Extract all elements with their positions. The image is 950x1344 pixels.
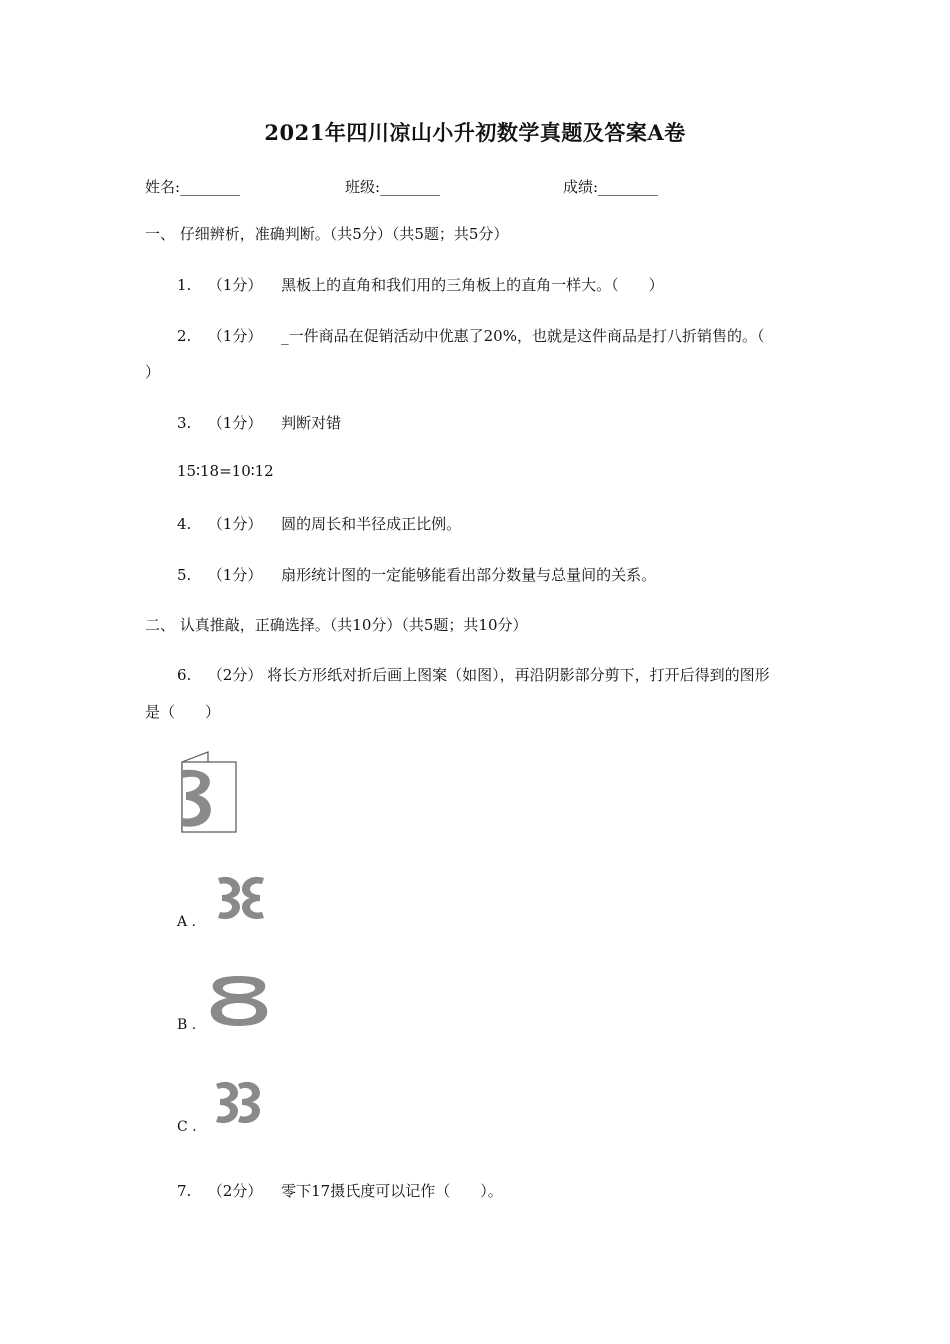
- question-points: （1分）: [207, 515, 263, 533]
- question-number: 6.: [177, 666, 192, 684]
- class-field: 班级:________: [345, 178, 441, 196]
- option-b-label: B .: [177, 1017, 197, 1033]
- question-3: [177, 412, 341, 433]
- question-number: 5.: [177, 566, 192, 584]
- question-number: 1.: [177, 276, 192, 294]
- question-points: （1分）: [207, 276, 263, 294]
- question-text: 判断对错: [281, 414, 342, 432]
- question-points: （2分）: [207, 1182, 263, 1200]
- question-points: （1分）: [207, 327, 263, 345]
- option-b-figure[interactable]: [207, 974, 271, 1028]
- folded-paper-figure: [178, 748, 240, 834]
- question-7: [177, 1180, 503, 1201]
- question-number: 7.: [177, 1182, 192, 1200]
- question-number: 3.: [177, 414, 192, 432]
- question-3-equation: 15∶18=10∶12: [177, 462, 274, 480]
- question-points: （1分）: [207, 414, 263, 432]
- question-number: 4.: [177, 515, 192, 533]
- option-a-figure[interactable]: [212, 872, 270, 924]
- question-5: [177, 564, 656, 585]
- question-1: [177, 274, 664, 295]
- question-text: _一件商品在促销活动中优惠了20%，也就是这件商品是打八折销售的。（: [281, 327, 765, 345]
- score-field: 成绩:________: [563, 178, 659, 196]
- page-title: 2021年四川凉山小升初数学真题及答案A卷: [264, 120, 686, 145]
- section-1-heading: 一、 仔细辨析，准确判断。（共5分）（共5题；共5分）: [145, 225, 509, 243]
- question-6-continuation: 是（ ）: [145, 703, 221, 721]
- question-2: [177, 325, 764, 346]
- section-2-heading: 二、 认真推敲，正确选择。（共10分）（共5题；共10分）: [145, 616, 528, 634]
- question-text: 零下17摄氏度可以记作（ ）。: [281, 1182, 503, 1200]
- option-a-label: A .: [177, 914, 197, 930]
- question-text: 将长方形纸对折后画上图案（如图），再沿阴影部分剪下，打开后得到的图形: [267, 666, 770, 684]
- question-4: [177, 513, 461, 534]
- option-c-label: C .: [177, 1119, 197, 1135]
- name-field: 姓名:________: [145, 178, 241, 196]
- question-text: 扇形统计图的一定能够能看出部分数量与总量间的关系。: [281, 566, 657, 584]
- question-2-continuation: ）: [145, 363, 161, 381]
- question-text: 圆的周长和半径成正比例。: [281, 515, 462, 533]
- question-text: 黑板上的直角和我们用的三角板上的直角一样大。（ ）: [281, 276, 664, 294]
- question-6: [177, 664, 770, 685]
- question-points: （1分）: [207, 566, 263, 584]
- option-c-figure[interactable]: [212, 1076, 266, 1128]
- question-points: （2分）: [207, 666, 263, 684]
- question-number: 2.: [177, 327, 192, 345]
